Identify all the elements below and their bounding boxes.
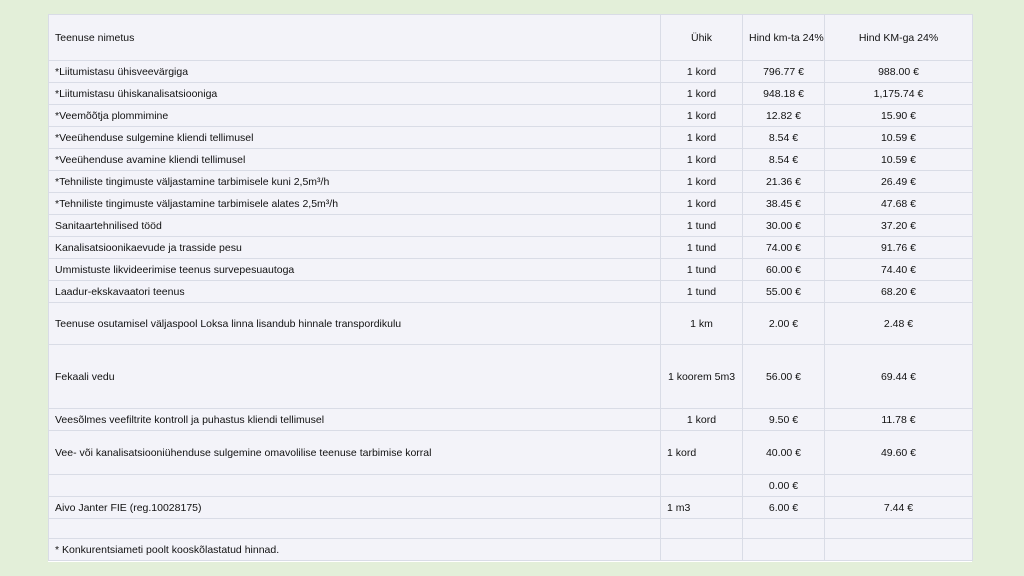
table-row [49, 171, 973, 193]
table-row [49, 475, 973, 497]
service-unit: 1 tund [661, 259, 743, 281]
service-name: *Liitumistasu ühisveevärgiga [49, 61, 661, 83]
table-row [49, 409, 973, 431]
service-name: *Veeühenduse avamine kliendi tellimusel [49, 149, 661, 171]
price-net: 8.54 € [743, 127, 825, 149]
price-net: 74.00 € [743, 237, 825, 259]
price-gross: 74.40 € [825, 259, 973, 281]
price-gross: 11.78 € [825, 409, 973, 431]
service-unit: 1 tund [661, 215, 743, 237]
service-name: *Tehniliste tingimuste väljastamine tarbimisele alates 2,5m³/h [49, 193, 661, 215]
service-name: Kanalisatsioonikaevude ja trasside pesu [49, 237, 661, 259]
footnote: * Konkurentsiameti poolt kooskõlastatud hinnad. [49, 539, 661, 561]
service-name: Veesõlmes veefiltrite kontroll ja puhastus kliendi tellimusel [49, 409, 661, 431]
table-row [49, 105, 973, 127]
price-gross: 26.49 € [825, 171, 973, 193]
table-row [49, 519, 973, 539]
price-gross: 69.44 € [825, 345, 973, 409]
header-price-gross: Hind KM-ga 24% [825, 15, 973, 61]
table-row [49, 61, 973, 83]
service-name: *Veemõõtja plommimine [49, 105, 661, 127]
service-unit: 1 kord [661, 431, 743, 475]
service-unit: 1 kord [661, 193, 743, 215]
price-net: 60.00 € [743, 259, 825, 281]
table-row [49, 345, 973, 409]
price-list-sheet [48, 14, 972, 562]
price-net: 40.00 € [743, 431, 825, 475]
service-unit [661, 539, 743, 561]
price-gross: 15.90 € [825, 105, 973, 127]
table-footnote-row [49, 539, 973, 561]
service-unit: 1 kord [661, 127, 743, 149]
price-net: 796.77 € [743, 61, 825, 83]
table-row [49, 497, 973, 519]
service-unit: 1 koorem 5m3 [661, 345, 743, 409]
service-unit: 1 kord [661, 171, 743, 193]
table-row [49, 237, 973, 259]
price-net: 30.00 € [743, 215, 825, 237]
table-row [49, 259, 973, 281]
price-gross: 988.00 € [825, 61, 973, 83]
service-unit [661, 519, 743, 539]
price-net: 0.00 € [743, 475, 825, 497]
header-price-net: Hind km-ta 24% [743, 15, 825, 61]
price-net: 9.50 € [743, 409, 825, 431]
price-net: 38.45 € [743, 193, 825, 215]
header-unit: Ühik [661, 15, 743, 61]
price-gross: 91.76 € [825, 237, 973, 259]
service-name: Sanitaartehnilised tööd [49, 215, 661, 237]
price-gross: 7.44 € [825, 497, 973, 519]
service-unit: 1 kord [661, 83, 743, 105]
price-net: 2.00 € [743, 303, 825, 345]
table-row [49, 193, 973, 215]
price-net: 6.00 € [743, 497, 825, 519]
service-unit [661, 475, 743, 497]
table-header-row [49, 15, 973, 61]
price-gross [825, 519, 973, 539]
price-gross: 68.20 € [825, 281, 973, 303]
service-name: *Liitumistasu ühiskanalisatsiooniga [49, 83, 661, 105]
price-gross: 47.68 € [825, 193, 973, 215]
service-unit: 1 km [661, 303, 743, 345]
service-name [49, 475, 661, 497]
table-row [49, 303, 973, 345]
price-gross [825, 475, 973, 497]
service-name: Teenuse osutamisel väljaspool Loksa linna lisandub hinnale transpordikulu [49, 303, 661, 345]
price-net: 55.00 € [743, 281, 825, 303]
service-name: Fekaali vedu [49, 345, 661, 409]
service-unit: 1 kord [661, 61, 743, 83]
service-name: Laadur-ekskavaatori teenus [49, 281, 661, 303]
table-row [49, 215, 973, 237]
price-net: 56.00 € [743, 345, 825, 409]
price-net: 8.54 € [743, 149, 825, 171]
price-net: 12.82 € [743, 105, 825, 127]
price-net [743, 519, 825, 539]
header-service-name: Teenuse nimetus [49, 15, 661, 61]
service-unit: 1 m3 [661, 497, 743, 519]
service-name: Vee- või kanalisatsiooniühenduse sulgemine omavolilise teenuse tarbimise korral [49, 431, 661, 475]
service-unit: 1 tund [661, 237, 743, 259]
table-row [49, 149, 973, 171]
table-row [49, 127, 973, 149]
price-net: 21.36 € [743, 171, 825, 193]
price-gross [825, 539, 973, 561]
price-gross: 2.48 € [825, 303, 973, 345]
service-unit: 1 tund [661, 281, 743, 303]
table-row [49, 281, 973, 303]
table-row [49, 431, 973, 475]
price-gross: 10.59 € [825, 127, 973, 149]
service-unit: 1 kord [661, 105, 743, 127]
service-name [49, 519, 661, 539]
service-name: Aivo Janter FIE (reg.10028175) [49, 497, 661, 519]
service-name: *Veeühenduse sulgemine kliendi tellimusel [49, 127, 661, 149]
service-name: *Tehniliste tingimuste väljastamine tarbimisele kuni 2,5m³/h [49, 171, 661, 193]
price-gross: 1,175.74 € [825, 83, 973, 105]
table-row [49, 83, 973, 105]
price-gross: 49.60 € [825, 431, 973, 475]
price-gross: 37.20 € [825, 215, 973, 237]
service-unit: 1 kord [661, 409, 743, 431]
price-table [48, 14, 973, 561]
price-net [743, 539, 825, 561]
price-net: 948.18 € [743, 83, 825, 105]
service-name: Ummistuste likvideerimise teenus survepesuautoga [49, 259, 661, 281]
price-gross: 10.59 € [825, 149, 973, 171]
service-unit: 1 kord [661, 149, 743, 171]
